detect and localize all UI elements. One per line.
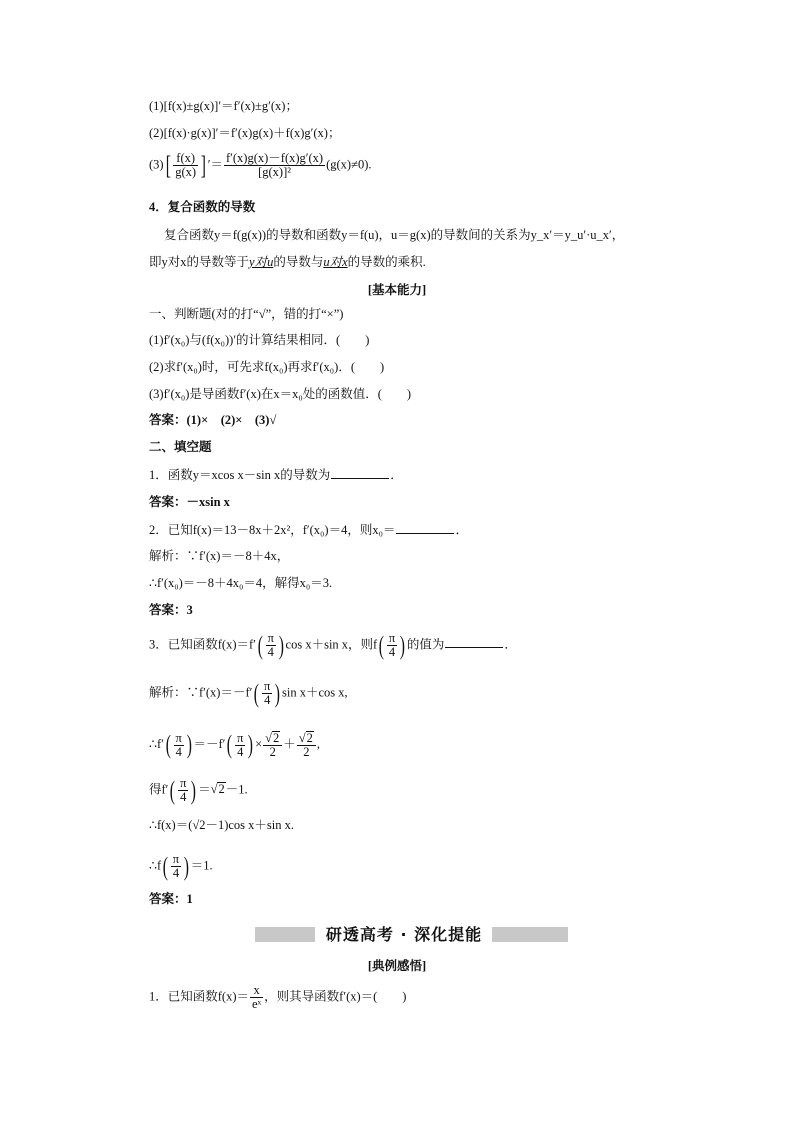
fill-q3-solution-3: 得f′( $\frac{\pi}{4}$ ) ＝√2－1. [149, 775, 248, 805]
underline-y-u: y对u [249, 255, 274, 269]
judge-section-title: 一、判断题(对的打“√”，错的打“×”) [149, 307, 344, 321]
chain-rule-para-1: 复合函数y＝f(g(x))的导数和函数y＝f(u)，u＝g(x)的导数间的关系为y_x′＝y_u′·u_x′， [164, 228, 625, 242]
example-q1: 1．已知函数f(x)＝ $\frac{x}{\text{eˣ}}$ ，则其导函数f′(x)＝( ) [149, 983, 407, 1011]
answer-blank [445, 635, 503, 648]
answer-blank [331, 466, 389, 479]
judge-q2: (2)求f′(x₀)时，可先求f(x₀)再求f′(x₀)．( ) [149, 360, 385, 374]
section-banner: 研透高考 · 深化提能 [325, 925, 483, 944]
fill-section-title: 二、填空题 [149, 440, 212, 454]
fill-q1: 1．函数y＝xcos x－sin x的导数为 ． [149, 468, 403, 482]
quotient-lhs-den: g(x) [175, 165, 197, 179]
fill-q2-solution-1: 解析：∵f′(x)＝－8＋4x， [149, 549, 290, 563]
rule-quotient: (3)[ $\frac{f(x)}{g(x)}$ ] ′＝ $\frac{f'(x)g(x)-f(x)g'(x)}{\text{[g(x)]²}}$ (g(x)≠0). [149, 150, 372, 180]
quotient-lhs-num: f(x) [173, 152, 198, 166]
fill-q3: 3．已知函数f(x)＝f′( $\frac{\pi}{4}$ ) cos x＋sin x，则f( $\frac{\pi}{4}$ ) 的值为 ． [149, 630, 517, 660]
judge-answer: 答案：(1)× (2)× (3)√ [149, 413, 277, 427]
rule-sum: (1)[f(x)±g(x)]′＝f′(x)±g′(x)； [149, 99, 298, 113]
banner-bar-left [255, 927, 315, 942]
quotient-rhs-den: [g(x)]² [258, 165, 291, 179]
quotient-rhs-num: f′(x)g(x)－f(x)g′(x) [226, 151, 324, 165]
fill-q2: 2．已知f(x)＝13－8x＋2x²，f′(x₀)＝4，则x₀＝ ． [149, 523, 468, 537]
fill-q2-answer: 答案：3 [149, 603, 193, 617]
underline-u-x: u对x [323, 255, 348, 269]
quotient-tail: (g(x)≠0). [326, 157, 372, 172]
judge-q3: (3)f′(x₀)是导函数f′(x)在x＝x₀处的函数值．( ) [149, 387, 412, 401]
fill-q1-answer: 答案：－xsin x [149, 495, 230, 509]
chain-rule-para-2: 即y对x的导数等于y对u的导数与u对x的导数的乘积. [149, 255, 426, 269]
answer-blank [396, 521, 454, 534]
judge-q1: (1)f′(x₀)与(f(x₀))′的计算结果相同．( ) [149, 333, 370, 347]
basic-ability-title: [基本能力] [367, 283, 427, 297]
fill-q3-solution-5: ∴f( $\frac{\pi}{4}$ ) ＝1. [149, 851, 213, 881]
fill-q3-solution-1: 解析：∵f′(x)＝－f′( $\frac{\pi}{4}$ ) sin x＋cos x, [149, 678, 348, 708]
section-4-heading: 4．复合函数的导数 [149, 200, 256, 214]
fill-q3-answer: 答案：1 [149, 892, 193, 906]
fill-q2-solution-2: ∴f′(x₀)＝－8＋4x₀＝4，解得x₀＝3. [149, 576, 333, 590]
banner-bar-right [492, 927, 568, 942]
rule-product: (2)[f(x)·g(x)]′＝f′(x)g(x)＋f(x)g′(x)； [149, 126, 341, 140]
fill-q3-solution-2: ∴f′( $\frac{\pi}{4}$ ) ＝－f′( $\frac{\pi}{4}$ ) × $\frac{√2}{2}$ ＋ $\frac{√2}{2}$ , [149, 730, 321, 759]
fill-q3-solution-4: ∴f(x)＝(√2－1)cos x＋sin x. [149, 818, 295, 832]
examples-title: [典例感悟] [367, 959, 427, 973]
